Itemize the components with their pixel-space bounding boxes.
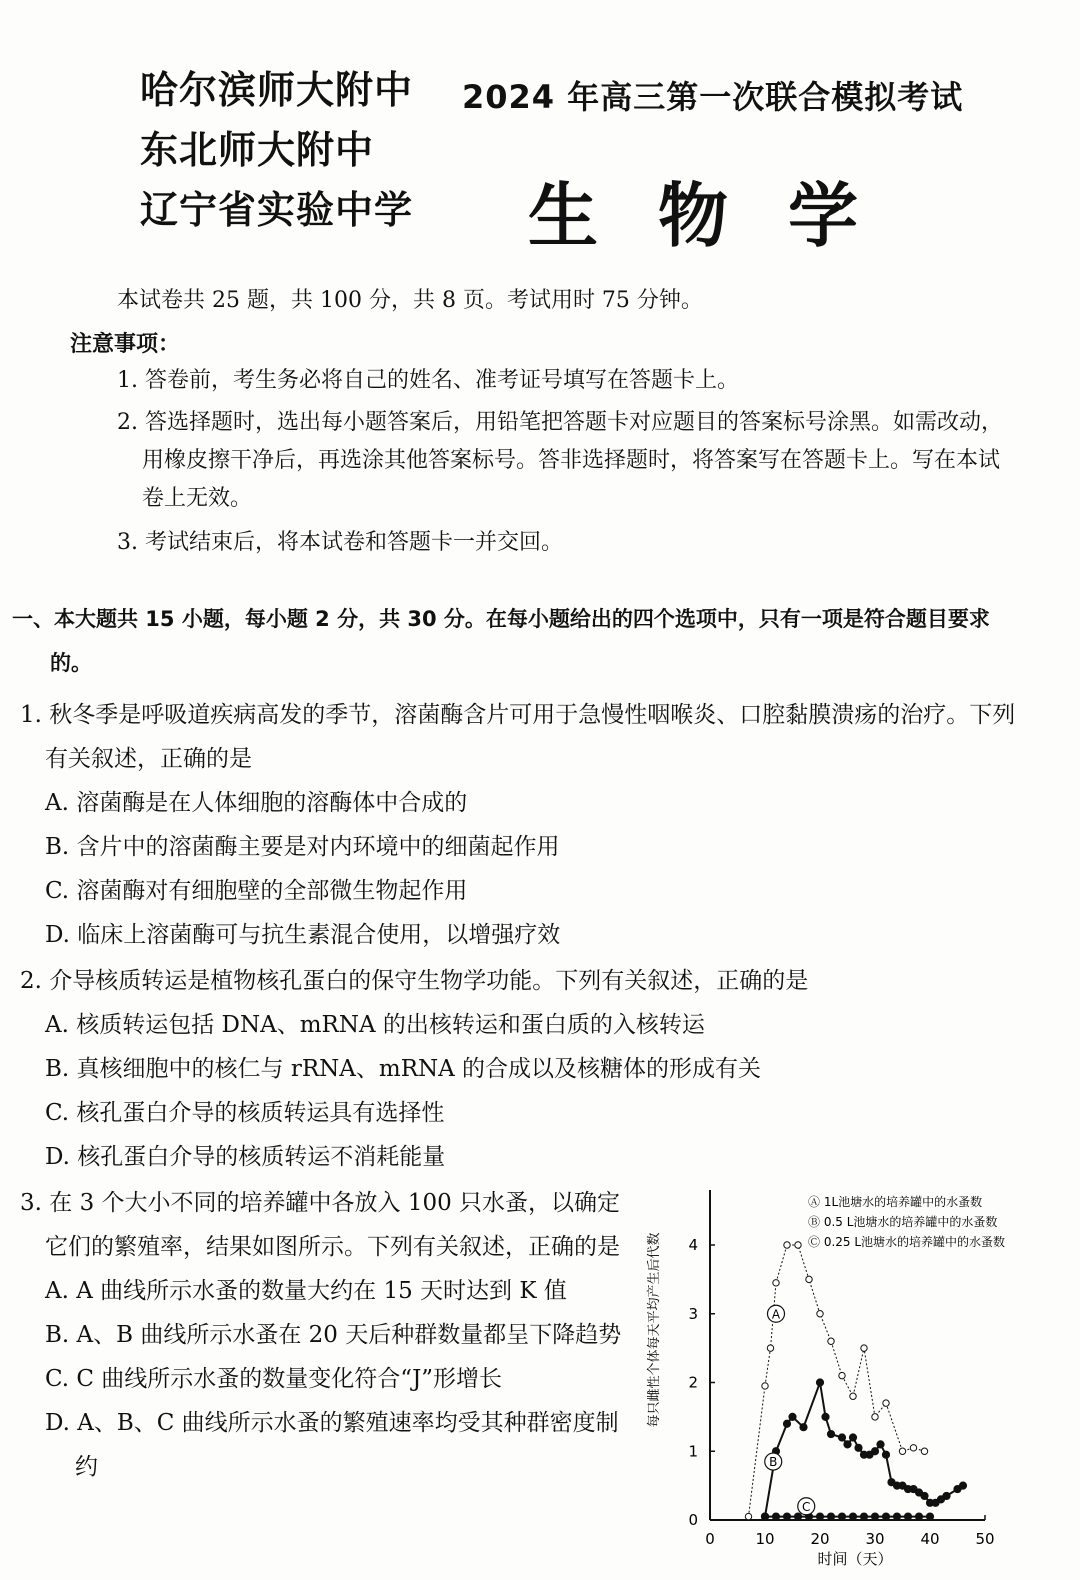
data-point-c [893,1513,900,1520]
data-point-c [882,1513,889,1520]
q2-option-d: D. 核孔蛋白介导的核质转运不消耗能量 [45,1144,446,1170]
q2-option-c: C. 核孔蛋白介导的核质转运具有选择性 [45,1100,445,1126]
data-point-b [816,1379,823,1386]
y-tick-label: 1 [688,1442,698,1461]
notes-heading: 注意事项： [70,332,181,357]
svg-text:B: B [769,1455,778,1470]
y-tick-label: 4 [688,1236,698,1254]
data-point-b [789,1413,796,1420]
q3-option-a: A. A 曲线所示水蚤的数量大约在 15 天时达到 K 值 [45,1278,567,1304]
legend [808,1194,1005,1249]
note-line-2: 2. 答选择题时，选出每小题答案后，用铅笔把答题卡对应题目的答案标号涂黑。如需改动， [117,410,1003,435]
data-point-b [827,1430,834,1437]
x-tick-label: 10 [755,1530,775,1548]
data-point-a [828,1338,834,1344]
data-point-c [849,1513,856,1520]
data-point-b [877,1441,884,1448]
data-point-c [904,1513,911,1520]
data-point-a [850,1393,856,1399]
school-2: 东北师大附中 [140,128,375,172]
curve-label-a [768,1305,785,1322]
series-a [745,1242,927,1520]
data-point-c [926,1513,933,1520]
data-point-a [899,1448,905,1454]
x-tick-label: 30 [865,1530,885,1548]
note-line-1: 1. 答卷前，考生务必将自己的姓名、准考证号填写在答题卡上。 [117,368,739,393]
data-point-c [794,1513,801,1520]
svg-text:A: A [771,1307,781,1322]
data-point-b [921,1492,928,1499]
curve-label-c [798,1498,815,1515]
school-3: 辽宁省实验中学 [140,188,414,232]
legend-item-b: Ⓑ 0.5 L池塘水的培养罐中的水蚤数 [808,1215,998,1229]
data-point-b [882,1451,889,1458]
school-names [140,60,413,240]
q3-option-c: C. C 曲线所示水蚤的数量变化符合“J”形增长 [45,1366,503,1392]
data-point-a [767,1345,773,1351]
data-point-a [839,1372,845,1378]
data-point-a [861,1345,867,1351]
data-point-c [838,1513,845,1520]
data-point-a [872,1414,878,1420]
section-heading-line-1: 一、本大题共 15 小题，每小题 2 分，共 30 分。在每小题给出的四个选项中，只有一项是符合题目要求 [12,607,990,631]
data-point-b [943,1492,950,1499]
x-tick-label: 0 [705,1530,715,1548]
svg-text:C: C [802,1499,811,1514]
data-point-a [883,1400,889,1406]
q1-option-c: C. 溶菌酶对有细胞壁的全部微生物起作用 [45,878,468,904]
data-point-b [822,1413,829,1420]
data-point-c [783,1513,790,1520]
series-b [761,1379,966,1520]
data-point-a [921,1448,927,1454]
data-point-a [806,1276,812,1282]
data-point-b [838,1434,845,1441]
legend-item-c: Ⓒ 0.25 L池塘水的培养罐中的水蚤数 [808,1235,1006,1249]
q3-stem-line-1: 3. 在 3 个大小不同的培养罐中各放入 100 只水蚤，以确定 [20,1190,621,1216]
data-point-a [773,1280,779,1286]
exam-title: 2024 年高三第一次联合模拟考试 [462,78,964,116]
data-point-b [844,1441,851,1448]
data-point-c [860,1513,867,1520]
intro-text: 本试卷共 25 题，共 100 分，共 8 页。考试用时 75 分钟。 [117,288,703,313]
data-point-c [871,1513,878,1520]
q3-option-b: B. A、B 曲线所示水蚤在 20 天后种群数量都呈下降趋势 [45,1322,622,1348]
q1-option-d: D. 临床上溶菌酶可与抗生素混合使用，以增强疗效 [45,922,561,948]
data-point-b [959,1482,966,1489]
q1-option-a: A. 溶菌酶是在人体细胞的溶酶体中合成的 [45,790,468,816]
q2-option-a: A. 核质转运包括 DNA、mRNA 的出核转运和蛋白质的入核转运 [45,1012,705,1038]
q3-option-d-cont: 约 [75,1454,98,1480]
y-tick-label: 2 [688,1373,698,1392]
data-point-c [816,1513,823,1520]
q1-stem-line-1: 1. 秋冬季是呼吸道疾病高发的季节，溶菌酶含片可用于急慢性咽喉炎、口腔黏膜溃疡的治疗。下列 [20,702,1016,728]
note-line-3: 用橡皮擦干净后，再选涂其他答案标号。答非选择题时，将答案写在答题卡上。写在本试 [142,448,1001,473]
note-line-5: 3. 考试结束后，将本试卷和答题卡一并交回。 [117,530,563,555]
y-tick-label: 3 [688,1304,698,1323]
note-line-4: 卷上无效。 [142,486,253,511]
x-tick-label: 40 [920,1530,940,1548]
legend-item-a: Ⓐ 1L池塘水的培养罐中的水蚤数 [808,1195,983,1209]
q2-option-b: B. 真核细胞中的核仁与 rRNA、mRNA 的合成以及核糖体的形成有关 [45,1056,762,1082]
data-point-a [745,1513,751,1519]
data-point-c [915,1513,922,1520]
curve-label-b [765,1453,782,1470]
chart-container [640,1180,1060,1574]
data-point-b [849,1434,856,1441]
data-point-c [761,1513,768,1520]
x-tick-label: 50 [975,1530,995,1548]
data-point-a [910,1445,916,1451]
x-tick-label: 20 [810,1530,830,1548]
data-point-a [795,1242,801,1248]
q2-stem: 2. 介导核质转运是植物核孔蛋白的保守生物学功能。下列有关叙述，正确的是 [20,968,809,994]
q1-option-b: B. 含片中的溶菌酶主要是对内环境中的细菌起作用 [45,834,560,860]
data-point-c [772,1513,779,1520]
subject-title: 生物学 [528,174,918,257]
reproduction-chart [640,1180,1060,1570]
y-tick-label: 0 [688,1511,698,1529]
data-point-a [784,1242,790,1248]
data-point-a [817,1311,823,1317]
q3-option-d: D. A、B、C 曲线所示水蚤的繁殖速率均受其种群密度制 [45,1410,619,1436]
data-point-b [855,1444,862,1451]
series-line-b [765,1383,963,1517]
x-axis-label: 时间（天） [817,1550,893,1568]
q1-stem-line-2: 有关叙述，正确的是 [45,746,252,772]
q3-stem-line-2: 它们的繁殖率，结果如图所示。下列有关叙述，正确的是 [45,1234,620,1260]
section-heading-line-2: 的。 [50,651,92,675]
data-point-b [871,1448,878,1455]
data-point-b [800,1424,807,1431]
data-point-a [762,1383,768,1389]
data-point-c [827,1513,834,1520]
school-1: 哈尔滨师大附中 [140,68,414,112]
y-axis-label: 每只雌性个体每天平均产生后代数 [647,1232,662,1428]
data-point-b [783,1420,790,1427]
